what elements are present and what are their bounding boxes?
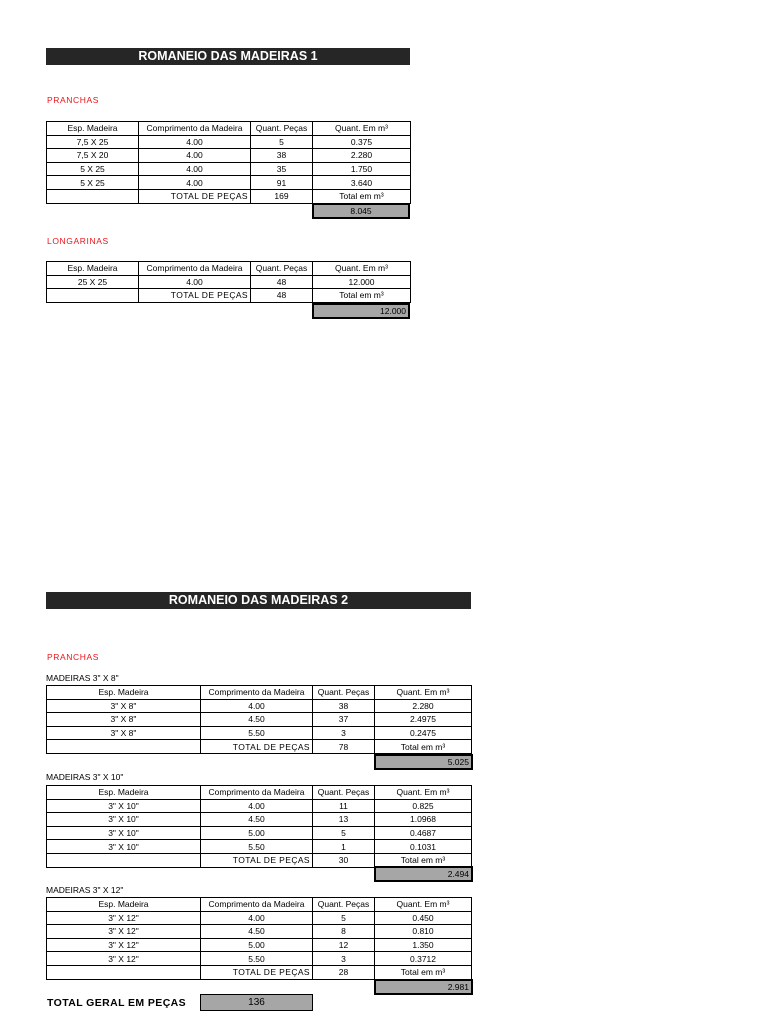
- table-cell: 4.50: [201, 813, 313, 827]
- table-total-row: [47, 965, 472, 979]
- table-cell: 48: [251, 275, 313, 289]
- table-cell: 3" X 10": [47, 840, 201, 854]
- table-cell: 37: [313, 713, 375, 727]
- longarinas-table: [46, 261, 411, 303]
- table-cell: 4.00: [139, 149, 251, 163]
- table-cell: 3" X 8": [47, 713, 201, 727]
- table-cell: 0.810: [375, 925, 472, 939]
- total-pecas-value: 28: [313, 965, 375, 979]
- table-cell: 3" X 12": [47, 925, 201, 939]
- total-m3-value: 8.045: [312, 203, 410, 219]
- table-cell: 3: [313, 952, 375, 966]
- table-cell: 2.280: [313, 149, 411, 163]
- table-total-row: [47, 189, 411, 203]
- madeiras-3x12-table: [46, 897, 472, 980]
- total-pecas-label: TOTAL DE PEÇAS: [139, 289, 251, 303]
- table-total-row: [47, 740, 472, 754]
- header-cell: Esp. Madeira: [47, 898, 201, 912]
- table-cell: 38: [251, 149, 313, 163]
- header-cell: Quant. Peças: [251, 262, 313, 276]
- table-cell: 4.00: [201, 799, 313, 813]
- table-cell: 0.375: [313, 135, 411, 149]
- table-cell: 5: [251, 135, 313, 149]
- grand-total-label: TOTAL GERAL EM PEÇAS: [47, 997, 187, 1009]
- table-cell: 4.00: [201, 911, 313, 925]
- table-cell: 3" X 12": [47, 938, 201, 952]
- table-cell: 5: [313, 911, 375, 925]
- table-cell: 7,5 X 25: [47, 135, 139, 149]
- madeiras-3x8-table: [46, 685, 472, 754]
- table-cell: 12: [313, 938, 375, 952]
- section-label-pranchas-2: PRANCHAS: [47, 652, 100, 662]
- header-cell: Comprimento da Madeira: [201, 898, 313, 912]
- table-cell: 0.4687: [375, 826, 472, 840]
- total-m3-value: 12.000: [312, 303, 410, 319]
- group-caption: MADEIRAS 3" X 10": [46, 772, 124, 782]
- total-m3-label: Total em m³: [375, 740, 472, 754]
- table-header-row: [47, 262, 411, 276]
- header-cell: Comprimento da Madeira: [201, 686, 313, 700]
- table-row: [47, 826, 472, 840]
- header-cell: Comprimento da Madeira: [201, 786, 313, 800]
- table-header-row: [47, 898, 472, 912]
- header-cell: Quant. Em m³: [375, 786, 472, 800]
- total-m3-value: 2.494: [374, 866, 473, 882]
- table-row: [47, 726, 472, 740]
- table-cell: 5.50: [201, 726, 313, 740]
- header-cell: Comprimento da Madeira: [139, 122, 251, 136]
- header-cell: Quant. Em m³: [375, 686, 472, 700]
- table-cell: 3" X 10": [47, 813, 201, 827]
- table-header-row: [47, 122, 411, 136]
- table-cell: [47, 853, 201, 867]
- total-m3-label: Total em m³: [375, 853, 472, 867]
- header-cell: Quant. Em m³: [375, 898, 472, 912]
- table-cell: 5 X 25: [47, 176, 139, 190]
- header-cell: Esp. Madeira: [47, 686, 201, 700]
- table-row: [47, 275, 411, 289]
- table-cell: 5.50: [201, 840, 313, 854]
- table-header-row: [47, 686, 472, 700]
- total-pecas-label: TOTAL DE PEÇAS: [201, 965, 313, 979]
- table-cell: 3" X 10": [47, 799, 201, 813]
- table-cell: 35: [251, 162, 313, 176]
- table-row: [47, 840, 472, 854]
- table-cell: 5 X 25: [47, 162, 139, 176]
- table-row: [47, 925, 472, 939]
- table-cell: [47, 740, 201, 754]
- total-pecas-label: TOTAL DE PEÇAS: [201, 853, 313, 867]
- table-cell: 0.1031: [375, 840, 472, 854]
- total-m3-value: 2.981: [374, 979, 473, 995]
- table-cell: 3" X 8": [47, 726, 201, 740]
- table-cell: 3: [313, 726, 375, 740]
- total-pecas-label: TOTAL DE PEÇAS: [139, 189, 251, 203]
- header-cell: Comprimento da Madeira: [139, 262, 251, 276]
- table-cell: 7,5 X 20: [47, 149, 139, 163]
- table-cell: 0.2475: [375, 726, 472, 740]
- table-cell: 1: [313, 840, 375, 854]
- table-cell: 11: [313, 799, 375, 813]
- table-row: [47, 162, 411, 176]
- table-cell: 3" X 10": [47, 826, 201, 840]
- group-caption: MADEIRAS 3" X 8": [46, 673, 119, 683]
- table-cell: 2.280: [375, 699, 472, 713]
- table-row: [47, 135, 411, 149]
- page-title-2: ROMANEIO DAS MADEIRAS 2: [46, 592, 471, 609]
- table-cell: 91: [251, 176, 313, 190]
- table-total-row: [47, 289, 411, 303]
- table-cell: 0.3712: [375, 952, 472, 966]
- table-cell: 38: [313, 699, 375, 713]
- table-cell: 4.00: [201, 699, 313, 713]
- table-cell: 4.00: [139, 135, 251, 149]
- total-pecas-value: 30: [313, 853, 375, 867]
- total-m3-label: Total em m³: [375, 965, 472, 979]
- section-label-pranchas-1: PRANCHAS: [47, 95, 100, 105]
- table-row: [47, 911, 472, 925]
- table-row: [47, 952, 472, 966]
- table-cell: [47, 965, 201, 979]
- table-cell: 5.00: [201, 938, 313, 952]
- total-pecas-value: 78: [313, 740, 375, 754]
- header-cell: Quant. Peças: [313, 898, 375, 912]
- table-cell: 1.0968: [375, 813, 472, 827]
- header-cell: Esp. Madeira: [47, 262, 139, 276]
- table-cell: 8: [313, 925, 375, 939]
- table-cell: 0.825: [375, 799, 472, 813]
- table-cell: 3" X 12": [47, 911, 201, 925]
- header-cell: Quant. Peças: [313, 786, 375, 800]
- section-label-longarinas: LONGARINAS: [47, 236, 109, 246]
- total-m3-label: Total em m³: [313, 289, 411, 303]
- total-m3-label: Total em m³: [313, 189, 411, 203]
- header-cell: Quant. Peças: [313, 686, 375, 700]
- table-cell: 0.450: [375, 911, 472, 925]
- header-cell: Esp. Madeira: [47, 122, 139, 136]
- page-title-1: ROMANEIO DAS MADEIRAS 1: [46, 48, 410, 65]
- table-cell: 3" X 8": [47, 699, 201, 713]
- table-row: [47, 149, 411, 163]
- table-cell: 5: [313, 826, 375, 840]
- table-header-row: [47, 786, 472, 800]
- table-row: [47, 938, 472, 952]
- table-cell: 4.00: [139, 176, 251, 190]
- table-cell: 12.000: [313, 275, 411, 289]
- total-pecas-label: TOTAL DE PEÇAS: [201, 740, 313, 754]
- table-cell: 4.00: [139, 162, 251, 176]
- header-cell: Quant. Peças: [251, 122, 313, 136]
- table-row: [47, 813, 472, 827]
- table-cell: 13: [313, 813, 375, 827]
- group-caption: MADEIRAS 3" X 12": [46, 885, 124, 895]
- table-row: [47, 176, 411, 190]
- table-cell: 2.4975: [375, 713, 472, 727]
- table-cell: 25 X 25: [47, 275, 139, 289]
- pranchas-table-1: [46, 121, 411, 204]
- table-cell: 4.50: [201, 713, 313, 727]
- header-cell: Esp. Madeira: [47, 786, 201, 800]
- table-cell: 3.640: [313, 176, 411, 190]
- table-cell: 4.00: [139, 275, 251, 289]
- table-row: [47, 699, 472, 713]
- table-row: [47, 713, 472, 727]
- header-cell: Quant. Em m³: [313, 262, 411, 276]
- total-m3-value: 5.025: [374, 754, 473, 770]
- table-cell: 1.750: [313, 162, 411, 176]
- table-cell: 5.00: [201, 826, 313, 840]
- total-pecas-value: 169: [251, 189, 313, 203]
- total-pecas-value: 48: [251, 289, 313, 303]
- table-cell: 5.50: [201, 952, 313, 966]
- table-cell: 1.350: [375, 938, 472, 952]
- table-cell: 4.50: [201, 925, 313, 939]
- grand-total-value: 136: [200, 994, 313, 1011]
- table-cell: 3" X 12": [47, 952, 201, 966]
- header-cell: Quant. Em m³: [313, 122, 411, 136]
- madeiras-3x10-table: [46, 785, 472, 868]
- table-row: [47, 799, 472, 813]
- table-cell: [47, 189, 139, 203]
- table-cell: [47, 289, 139, 303]
